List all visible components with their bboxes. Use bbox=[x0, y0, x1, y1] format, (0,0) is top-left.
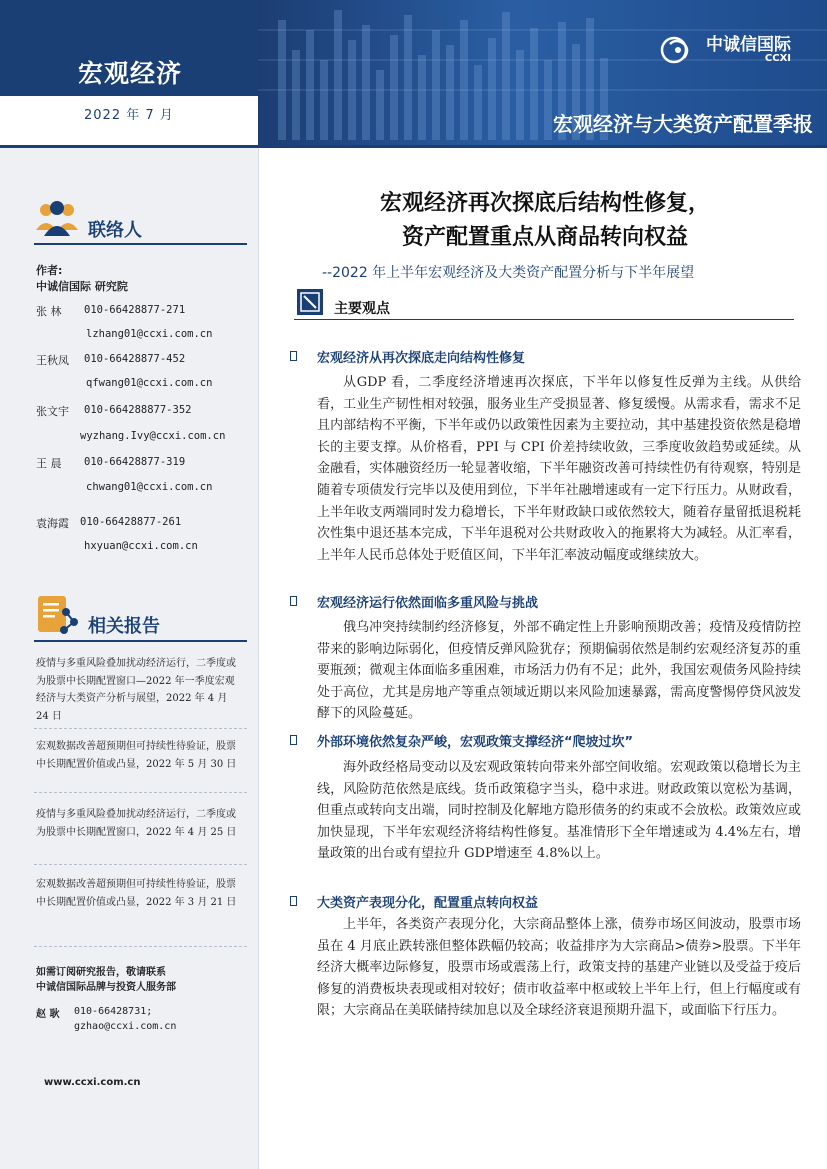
contact-phone: 010-66428877-261 bbox=[80, 516, 182, 528]
section-heading: 外部环境依然复杂严峻，宏观政策支撑经济“爬坡过坎” bbox=[317, 735, 634, 750]
section-heading: 大类资产表现分化，配置重点转向权益 bbox=[317, 896, 539, 911]
service-phone: 010-66428731; bbox=[74, 1006, 153, 1017]
ccxi-logo-icon bbox=[660, 34, 700, 66]
related-separator bbox=[34, 946, 247, 947]
contact-email[interactable]: lzhang01@ccxi.com.cn bbox=[86, 328, 213, 340]
contacts-title: 联络人 bbox=[88, 220, 142, 241]
bullet-icon bbox=[290, 596, 297, 606]
related-separator bbox=[34, 728, 247, 729]
author-label: 作者: bbox=[36, 264, 63, 277]
service-email[interactable]: gzhao@ccxi.com.cn bbox=[74, 1021, 177, 1032]
subscribe-line: 如需订阅研究报告，敬请联系 bbox=[36, 967, 166, 978]
related-divider bbox=[34, 640, 247, 642]
contact-phone: 010-66428877-271 bbox=[84, 304, 186, 316]
report-series-title: 宏观经济与大类资产配置季报 bbox=[553, 112, 813, 136]
logo-name: 中诚信国际 bbox=[706, 34, 791, 55]
contact-name: 张文宇 bbox=[36, 405, 69, 418]
header-banner bbox=[258, 0, 827, 148]
section-heading: 宏观经济从再次探底走向结构性修复 bbox=[317, 351, 526, 366]
service-contact-name: 赵 耿 bbox=[36, 1009, 60, 1020]
company-logo bbox=[660, 34, 791, 66]
bullet-icon bbox=[290, 896, 297, 906]
logo-sub: CCXI bbox=[764, 52, 791, 64]
related-separator bbox=[34, 792, 247, 793]
contact-name: 张 林 bbox=[36, 305, 62, 318]
related-reports-icon bbox=[34, 592, 80, 638]
contact-email[interactable]: wyzhang.Ivy@ccxi.com.cn bbox=[80, 430, 226, 442]
related-report-item[interactable]: 疫情与多重风险叠加扰动经济运行，二季度或为股票中长期配置窗口，2022 年 4 月 25 日 bbox=[36, 809, 237, 838]
key-points-label: 主要观点 bbox=[334, 301, 390, 317]
related-report-item[interactable]: 宏观数据改善超预期但可持续性待验证，股票中长期配置价值或凸显，2022 年 5 月 30 日 bbox=[36, 741, 237, 770]
contacts-divider bbox=[34, 243, 247, 245]
related-reports-title: 相关报告 bbox=[88, 616, 160, 637]
column-divider bbox=[258, 148, 259, 1169]
contact-name: 王 晨 bbox=[36, 457, 62, 470]
section-body: 上半年，各类资产表现分化，大宗商品整体上涨，债券市场区间波动，股票市场虽在 4 月底止跌转涨但整体跌幅仍较高；收益排序为大宗商品>债券>股票。下半年经济大概率边际修复，股票市场或震荡上行，政策支持的基建产业链以及受益于疫后修复的消费板块表现或相对较好；债市收益率中枢或较上半年上行，但上行幅度或有限；大宗商品在美联储持续加息以及全球经济衰退预期升温下，或面临下行压力。 bbox=[317, 917, 801, 1019]
contact-phone: 010-664288877-352 bbox=[84, 404, 192, 416]
contact-email[interactable]: chwang01@ccxi.com.cn bbox=[86, 481, 213, 493]
contacts-icon bbox=[34, 196, 80, 242]
section-body: 从GDP 看，二季度经济增速再次探底，下半年以修复性反弹为主线。从供给看，工业生产韧性相对较强，服务业生产受损显著、修复缓慢。从需求看，需求不足且内部结构不平衡，下半年或仍以政策性因素为主要拉动，其中基建投资依然是稳增长的主要支撑。从价格看，PPI 与 CPI 价差持续收敛，三季度收敛趋势或延续。从金融看，实体融资经历一轮显著收缩，下半年融资改善可持续性仍有待观察，特别是随着专项债发行完毕以及使用到位，下半年社融增速或有一定下行压力。从财政看，上半年收支两端同时发力稳增长，下半年财政缺口或依然较大，随着存量留抵退税耗次性集中退还基本完成，下半年退税对公共财政收入的拖累将大为减轻。从汇率看，上半年人民币总体处于贬值区间，下半年汇率波动幅度或继续放大。 bbox=[317, 375, 801, 563]
main-title-line1: 宏观经济再次探底后结构性修复， bbox=[379, 191, 710, 216]
contact-email[interactable]: hxyuan@ccxi.com.cn bbox=[84, 540, 198, 552]
related-separator bbox=[34, 864, 247, 865]
section-heading: 宏观经济运行依然面临多重风险与挑战 bbox=[317, 596, 539, 611]
contact-phone: 010-66428877-319 bbox=[84, 456, 186, 468]
main-title-line2: 资产配置重点从商品转向权益 bbox=[401, 225, 688, 250]
contact-email[interactable]: qfwang01@ccxi.com.cn bbox=[86, 377, 213, 389]
contact-name: 王秋凤 bbox=[36, 354, 69, 367]
related-report-item[interactable]: 疫情与多重风险叠加扰动经济运行，二季度或为股票中长期配置窗口—2022 年一季度宏观经济与大类资产分析与展望，2022 年 4 月 24 日 bbox=[36, 658, 236, 722]
section-body: 海外政经格局变动以及宏观政策转向带来外部空间收缩。宏观政策以稳增长为主线，风险防范依然是底线。货币政策稳字当头，稳中求进。财政政策以宽松为基调，但重点或转向支出端，同时控制及化解地方隐形债务的约束或不会放松。政策效应或加快显现，下半年宏观经济将结构性修复。基准情形下全年增速或为 4.4%左右，增量政策的出台或有望拉升 GDP增速至 4.8%以上。 bbox=[317, 760, 801, 862]
subscribe-dept: 中诚信国际品牌与投资人服务部 bbox=[36, 982, 176, 993]
bullet-icon bbox=[290, 735, 297, 745]
section-body: 俄乌冲突持续制约经济修复，外部不确定性上升影响预期改善；疫情及疫情防控带来的影响边际弱化，但疫情反弹风险犹存；预期偏弱依然是制约宏观经济复苏的重要瓶颈；微观主体面临多重困难，市场活力仍有不足；此外，我国宏观债务风险持续处于高位，尤其是房地产等重点领域近期以来风险加速暴露，需高度警惕停贷风波发酵下的风险蔓延。 bbox=[317, 620, 801, 722]
key-points-icon bbox=[296, 288, 326, 316]
key-points-divider bbox=[294, 319, 794, 320]
main-subtitle: --2022 年上半年宏观经济及大类资产配置分析与下半年展望 bbox=[322, 265, 695, 281]
bullet-icon bbox=[290, 351, 297, 361]
report-category: 宏观经济 bbox=[78, 59, 183, 88]
related-report-item[interactable]: 宏观数据改善超预期但可持续性待验证，股票中长期配置价值或凸显，2022 年 3 月 21 日 bbox=[36, 879, 237, 908]
contact-phone: 010-66428877-452 bbox=[84, 353, 186, 365]
author-org: 中诚信国际 研究院 bbox=[36, 280, 128, 293]
website-link[interactable]: www.ccxi.com.cn bbox=[44, 1077, 141, 1088]
report-date: 2022 年 7 月 bbox=[84, 108, 174, 123]
contact-name: 袁海霞 bbox=[36, 517, 69, 530]
